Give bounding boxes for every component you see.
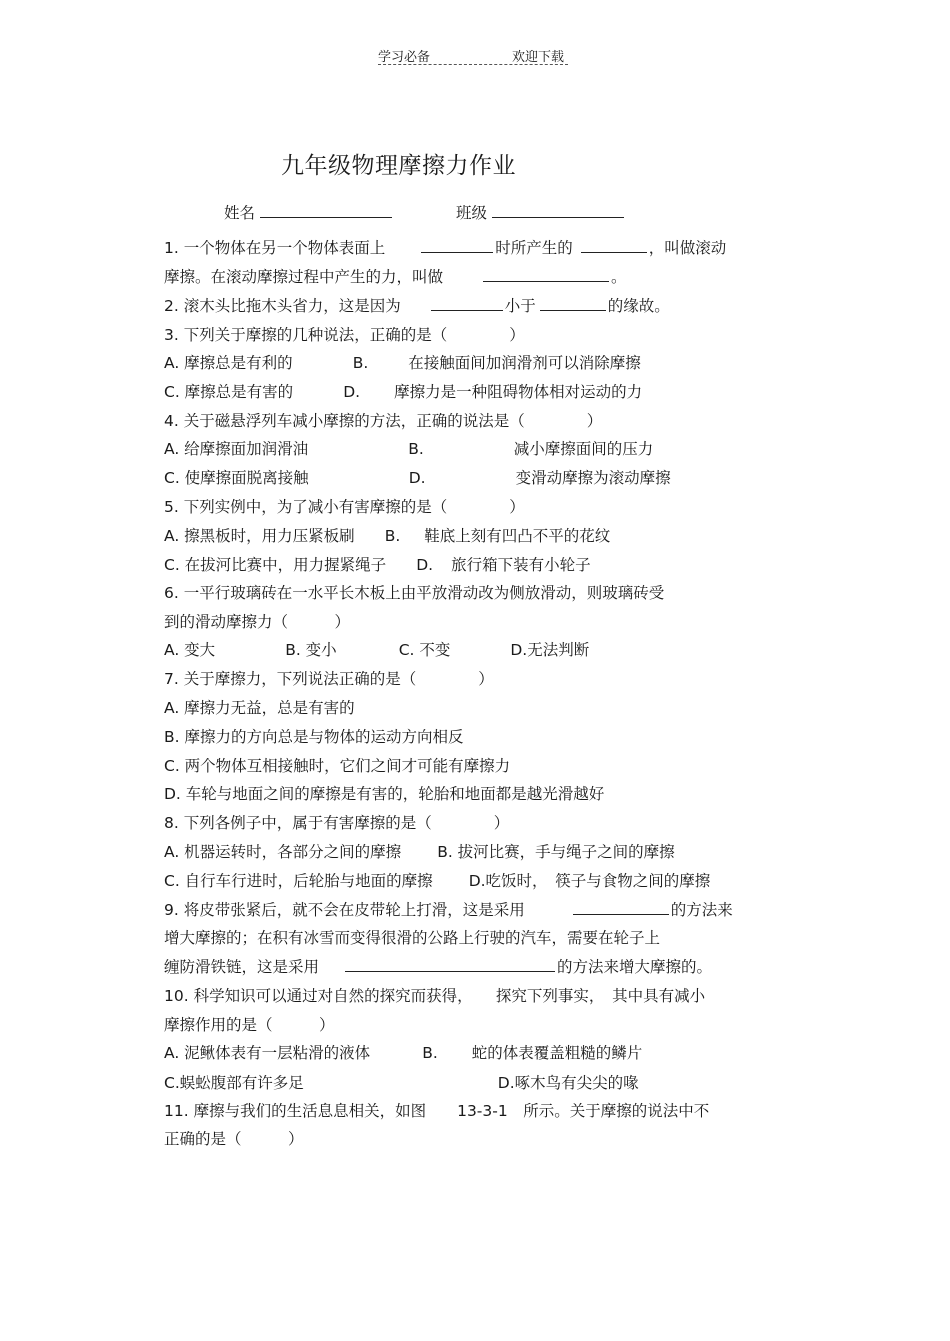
line-text: 8. 下列各例子中，属于有害摩擦的是（ ） [164, 814, 510, 832]
question-line [164, 698, 355, 718]
line-text: A. 摩擦力无益，总是有害的 [164, 699, 355, 717]
question-line [164, 1043, 642, 1063]
question-line [164, 583, 664, 603]
line-text: D.吃饭时， 筷子与食物之间的摩擦 [468, 872, 711, 890]
line-text: 变滑动摩擦为滚动摩擦 [515, 469, 671, 487]
header-left-text: 学习必备 [378, 50, 431, 65]
line-text: 摩擦作用的是（ ） [164, 1016, 335, 1034]
line-text: A. 机器运转时，各部分之间的摩擦 [164, 843, 402, 861]
question-line [164, 411, 602, 431]
line-text: C. 使摩擦面脱离接触 [164, 469, 309, 487]
question-line [164, 928, 660, 948]
line-text: C. 自行车行进时，后轮胎与地面的摩擦 [164, 872, 433, 890]
answer-blank[interactable] [581, 238, 647, 253]
line-text: 6. 一平行玻璃砖在一水平长木板上由平放滑动改为侧放滑动，则玻璃砖受 [164, 584, 665, 602]
line-text: 11. 摩擦与我们的生活息息相关，如图 13-3-1 所示。关于摩擦的说法中不 [164, 1102, 710, 1120]
answer-blank[interactable] [483, 267, 609, 282]
line-text: 。 [611, 268, 627, 286]
question-line [164, 238, 726, 258]
line-text: A. 泥鳅体表有一层粘滑的液体 [164, 1044, 371, 1062]
line-text: 蛇的体表覆盖粗糙的鳞片 [471, 1044, 643, 1062]
name-blank[interactable] [260, 203, 392, 218]
answer-blank[interactable] [421, 238, 493, 253]
question-line [164, 986, 705, 1006]
line-text: B. 摩擦力的方向总是与物体的运动方向相反 [164, 728, 464, 746]
line-text: ，叫做滚动 [648, 239, 727, 257]
question-line [164, 325, 525, 345]
line-text: B. [352, 354, 369, 372]
line-text: D.无法判断 [510, 641, 590, 659]
line-text: A. 擦黑板时，用力压紧板刷 [164, 527, 355, 545]
line-text: D.啄木鸟有尖尖的喙 [497, 1074, 639, 1092]
line-text: C.蜈蚣腹部有许多足 [164, 1074, 304, 1092]
question-line [164, 1101, 709, 1121]
question-line [164, 353, 641, 373]
answer-blank[interactable] [431, 296, 503, 311]
question-line [164, 1073, 639, 1093]
line-text: D. [416, 556, 434, 574]
question-line [164, 640, 589, 660]
question-line [164, 267, 627, 287]
line-text: 1. 一个物体在另一个物体表面上 [164, 239, 386, 257]
page-header [378, 46, 568, 65]
line-text: B. [408, 440, 424, 458]
question-line [164, 957, 712, 977]
line-text: 4. 关于磁悬浮列车减小摩擦的方法，正确的说法是（ ） [164, 412, 603, 430]
question-line [164, 382, 642, 402]
line-text: B. 变小 [285, 641, 337, 659]
class-label: 班级 [456, 204, 488, 222]
line-text: 小于 [504, 297, 536, 315]
question-line [164, 296, 670, 316]
question-line [164, 555, 591, 575]
answer-blank[interactable] [573, 900, 669, 915]
line-text: D. [408, 469, 426, 487]
line-text: 9. 将皮带张紧后，就不会在皮带轮上打滑，这是采用 [164, 901, 525, 919]
question-line [164, 900, 733, 920]
line-text: 鞋底上刻有凹凸不平的花纹 [424, 527, 611, 545]
question-line [164, 497, 525, 517]
line-text: B. [422, 1044, 438, 1062]
question-line [164, 813, 509, 833]
question-line [164, 756, 510, 776]
page-title: 九年级物理摩擦力作业 [281, 153, 516, 179]
question-line [164, 871, 710, 891]
line-text: 摩擦。在滚动摩擦过程中产生的力，叫做 [164, 268, 444, 286]
line-text: 摩擦力是一种阻碍物体相对运动的力 [394, 383, 643, 401]
line-text: C. 两个物体互相接触时，它们之间才可能有摩擦力 [164, 757, 511, 775]
question-line [164, 468, 671, 488]
line-text: 旅行箱下装有小轮子 [451, 556, 591, 574]
question-line [164, 669, 494, 689]
line-text: C. 摩擦总是有害的 [164, 383, 294, 401]
line-text: 3. 下列关于摩擦的几种说法，正确的是（ ） [164, 326, 525, 344]
class-field[interactable] [456, 201, 624, 223]
question-line [164, 1015, 335, 1035]
answer-blank[interactable] [345, 957, 555, 972]
line-text: 5. 下列实例中，为了减小有害摩擦的是（ ） [164, 498, 525, 516]
line-text: B. 拔河比赛，手与绳子之间的摩擦 [437, 843, 675, 861]
line-text: 到的滑动摩擦力（ ） [164, 613, 351, 631]
line-text: C. 不变 [398, 641, 451, 659]
line-text: 缠防滑铁链，这是采用 [164, 958, 320, 976]
line-text: 的缘故。 [607, 297, 670, 315]
line-text: 在接触面间加润滑剂可以消除摩擦 [408, 354, 641, 372]
question-line [164, 439, 653, 459]
line-text: 增大摩擦的；在积有冰雪而变得很滑的公路上行驶的汽车，需要在轮子上 [164, 929, 661, 947]
name-field[interactable] [224, 201, 392, 223]
answer-blank[interactable] [540, 296, 606, 311]
question-line [164, 727, 464, 747]
line-text: 7. 关于摩擦力，下列说法正确的是（ ） [164, 670, 494, 688]
line-text: A. 变大 [164, 641, 216, 659]
header-right-text: 欢迎下载 [512, 50, 565, 65]
line-text: 10. 科学知识可以通过对自然的探究而获得， 探究下列事实， 其中具有减小 [164, 987, 706, 1005]
line-text: B. [384, 527, 401, 545]
question-line [164, 612, 350, 632]
question-line [164, 526, 610, 546]
line-text: D. 车轮与地面之间的摩擦是有害的，轮胎和地面都是越光滑越好 [164, 785, 605, 803]
name-label: 姓名 [224, 204, 256, 222]
line-text: A. 给摩擦面加润滑油 [164, 440, 309, 458]
line-text: A. 摩擦总是有利的 [164, 354, 293, 372]
class-blank[interactable] [492, 203, 624, 218]
line-text: 2. 滚木头比拖木头省力，这是因为 [164, 297, 401, 315]
question-line [164, 784, 604, 804]
question-line [164, 842, 675, 862]
line-text: D. [343, 383, 361, 401]
line-text: 减小摩擦面间的压力 [513, 440, 654, 458]
line-text: 的方法来 [670, 901, 733, 919]
question-line [164, 1129, 304, 1149]
line-text: C. 在拔河比赛中，用力握紧绳子 [164, 556, 387, 574]
line-text: 时所产生的 [495, 239, 573, 257]
line-text: 正确的是（ ） [164, 1130, 304, 1148]
line-text: 的方法来增大摩擦的。 [557, 958, 713, 976]
